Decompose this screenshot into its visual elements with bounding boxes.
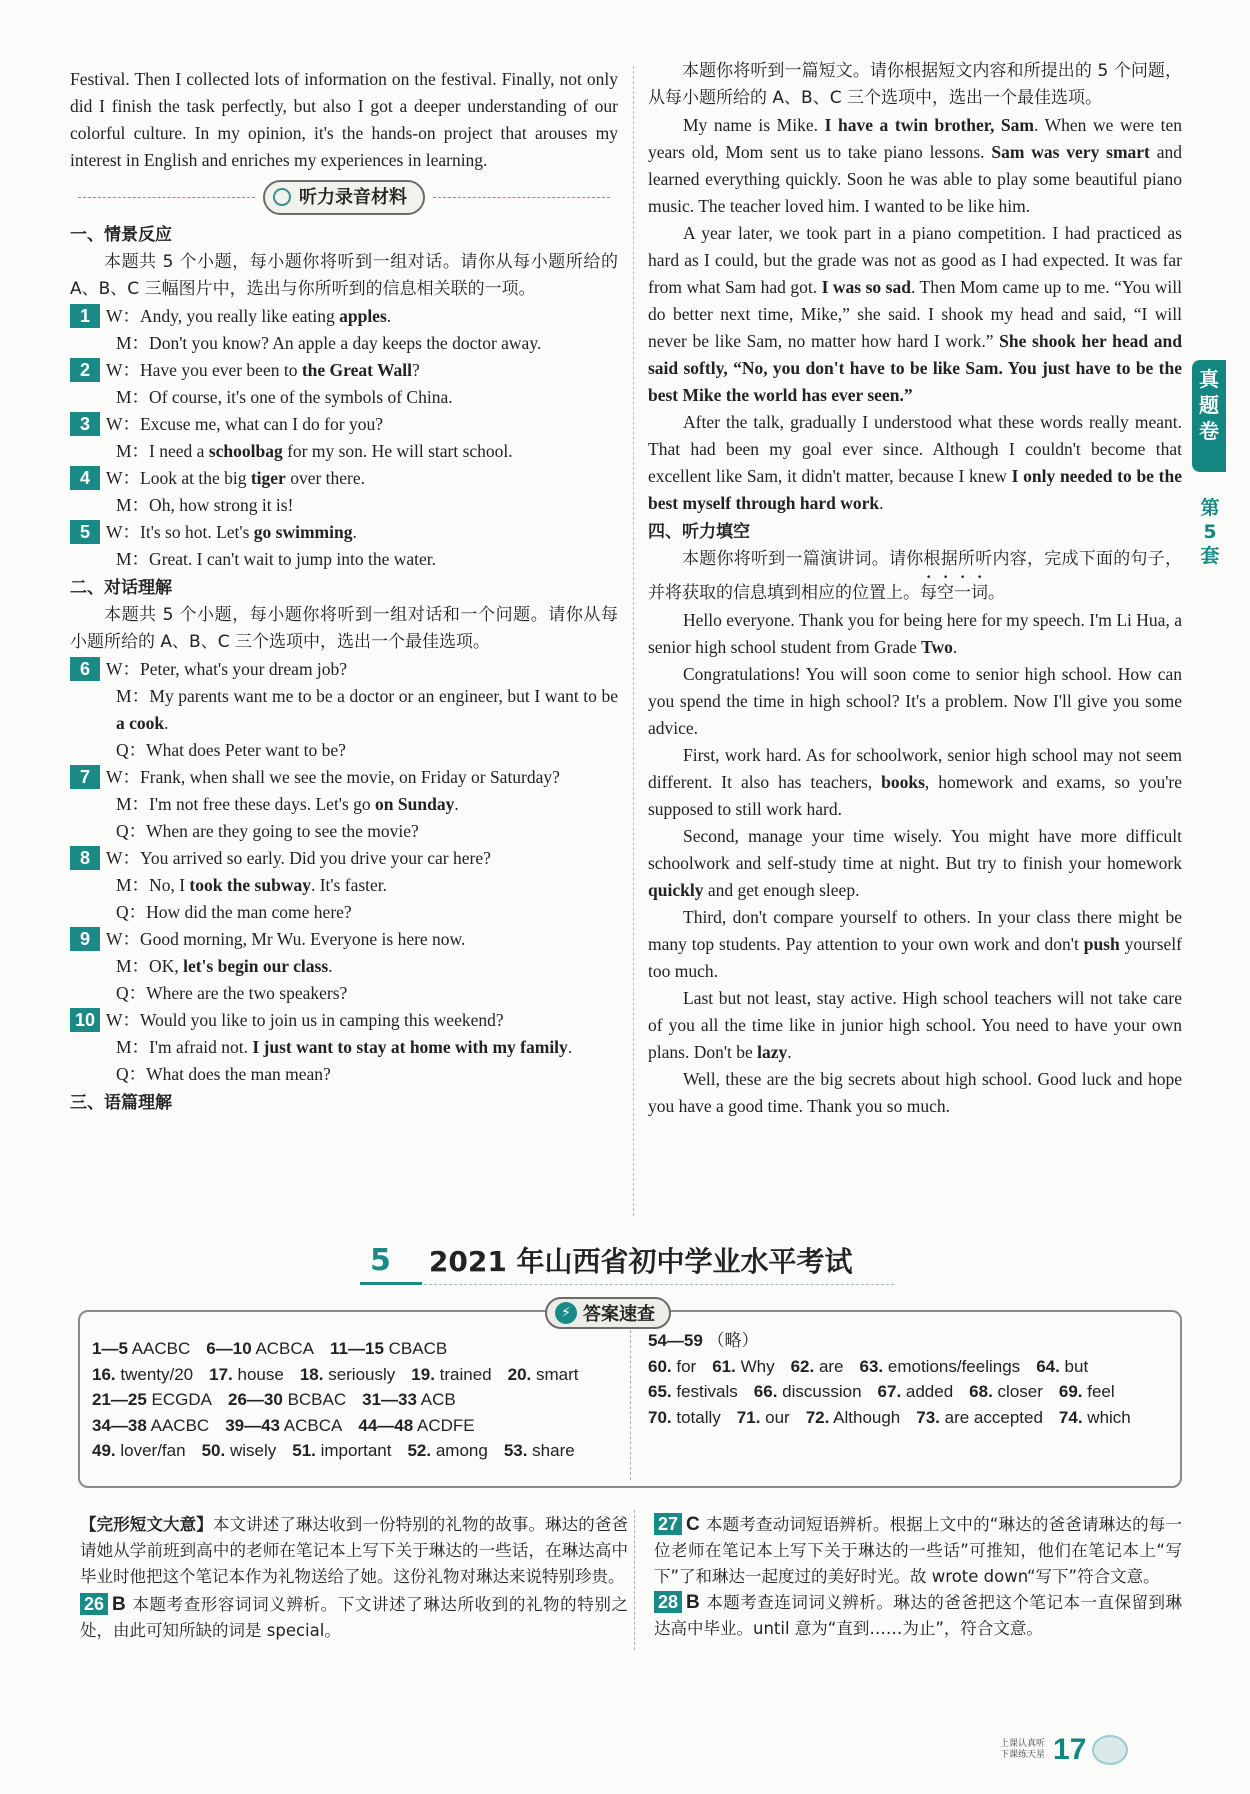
answer-item	[358, 1413, 474, 1439]
dialogue-question: Q：Where are the two speakers?	[116, 983, 348, 1003]
left-column	[70, 66, 618, 1117]
answer-value: emotions/feelings	[883, 1356, 1021, 1376]
answer-number: 53.	[503, 1441, 528, 1460]
answer-item	[1036, 1354, 1088, 1380]
speech-paragraph-5: Third, don't compare yourself to others. In your class there might be many top students. Pay attention to your own work and don't push yourself too much.	[648, 907, 1182, 981]
answer-value: among	[431, 1441, 488, 1460]
answer-number: 17.	[209, 1364, 233, 1384]
question-number: 7	[70, 765, 100, 789]
dialogue-line-m: M：Oh, how strong it is!	[116, 495, 294, 515]
answer-value: festivals	[671, 1382, 738, 1401]
answer-letter: C	[686, 1514, 700, 1535]
answer-row	[92, 1362, 612, 1388]
answer-value: totally	[671, 1407, 721, 1427]
answer-item	[411, 1362, 491, 1388]
speech-paragraph-7: Well, these are the big secrets about high school. Good luck and hope you have a good time. Thank you so much.	[648, 1069, 1182, 1116]
answer-number: 61.	[712, 1356, 736, 1376]
answer-number: 54—59	[648, 1331, 703, 1350]
listening-banner	[70, 180, 618, 214]
answer-row	[648, 1405, 1178, 1431]
answer-number: 16.	[92, 1364, 116, 1384]
dialogue-7	[70, 764, 618, 791]
answer-value: ACBCA	[251, 1339, 315, 1358]
answer-number: 26—30	[228, 1390, 283, 1409]
answer-value: wisely	[225, 1441, 277, 1460]
answer-item	[228, 1387, 346, 1413]
dialogue-line-w: W：Andy, you really like eating apples.	[106, 306, 392, 326]
dialogue-line-w: W：Excuse me, what can I do for you?	[106, 414, 383, 434]
answer-number: 49.	[92, 1441, 116, 1460]
dialogue-question: Q：When are they going to see the movie?	[116, 821, 419, 841]
section-4-title: 四、听力填空	[648, 522, 750, 542]
question-number: 8	[70, 846, 100, 870]
answer-item	[648, 1379, 738, 1405]
answer-value: closer	[992, 1382, 1043, 1401]
answer-row	[648, 1354, 1178, 1380]
passage-paragraph-3: After the talk, gradually I understood what these words really meant. That had been my goal ever since. Although I couldn't become that excellent like Sam, it didn't matter, because I knew I only needed to be the best myself through hard work.	[648, 412, 1182, 513]
explanation-text: 本题考查形容词词义辨析。下文讲述了琳达所收到的礼物的特别之处，由此可知所缺的词是 special。	[80, 1595, 628, 1640]
answer-number: 68.	[969, 1382, 993, 1401]
question-number: 6	[70, 657, 100, 681]
answer-value: Although	[829, 1407, 901, 1427]
answer-number: 31—33	[362, 1390, 417, 1409]
answer-value: twenty/20	[115, 1364, 194, 1384]
explanation-divider	[634, 1510, 635, 1650]
dialogue-8	[70, 845, 618, 872]
section-3-instructions: 本题你将听到一篇短文。请你根据短文内容和所提出的 5 个问题，从每小题所给的 A、B、C 三个选项中，选出一个最佳选项。	[648, 61, 1182, 108]
speech-paragraph-6: Last but not least, stay active. High school teachers will not take care of you all the time like in junior high school. You need to have your own plans. Don't be lazy.	[648, 988, 1182, 1062]
explanations-left	[80, 1512, 628, 1644]
answer-label: 答案速查	[583, 1304, 655, 1325]
answer-number: 11—15	[330, 1339, 384, 1358]
answer-item	[92, 1413, 209, 1439]
answer-item	[969, 1379, 1043, 1405]
answer-number: 71.	[736, 1407, 761, 1427]
answer-value: ACBCA	[280, 1415, 343, 1435]
answer-number: 60.	[648, 1356, 672, 1376]
answer-row	[648, 1328, 1178, 1354]
answers-left	[92, 1336, 612, 1464]
answer-number: 69.	[1058, 1382, 1083, 1401]
dialogue-question: Q：How did the man come here?	[116, 902, 352, 922]
answer-value: lover/fan	[115, 1441, 186, 1460]
speech-paragraph-2: Congratulations! You will soon come to senior high school. How can you spend the time in high school? It's a problem. Now I'll give you some advice.	[648, 664, 1182, 738]
dialogue-line-m: M：I need a schoolbag for my son. He will start school.	[116, 441, 513, 461]
dialogue-question: Q：What does the man mean?	[116, 1064, 331, 1084]
explanation-text: 本题考查动词短语辨析。根据上文中的“琳达的爸爸请琳达的每一位老师在笔记本上写下关于琳达的一些话”可推知，他们在笔记本上“写下”了和琳达一起度过的美好时光。故 wrote down“写下”符合文意。	[654, 1515, 1182, 1586]
answer-number: 74.	[1058, 1407, 1083, 1427]
answer-value: seriously	[323, 1364, 396, 1384]
answer-value: important	[315, 1441, 392, 1460]
dialogue-5	[70, 519, 618, 546]
summary	[80, 1512, 628, 1590]
side-tab	[1192, 360, 1226, 472]
answer-item	[878, 1379, 954, 1405]
explanation-27	[654, 1512, 1182, 1590]
answer-item	[300, 1362, 395, 1388]
answer-number: 39—43	[225, 1415, 281, 1435]
exam-number-underline	[360, 1282, 422, 1285]
answer-number: 18.	[299, 1364, 324, 1384]
headphone-icon	[273, 188, 291, 206]
answer-item	[209, 1362, 284, 1388]
banner-line-left	[78, 197, 255, 198]
answer-value: added	[901, 1382, 954, 1401]
page-number: 17	[1053, 1733, 1087, 1766]
answer-letter: B	[686, 1592, 700, 1613]
dialogue-10	[70, 1007, 618, 1034]
answer-item	[362, 1387, 456, 1413]
dialogue-line-m: M：No, I took the subway. It's faster.	[116, 875, 388, 895]
exam-title-text: 2021 年山西省初中学业水平考试	[428, 1245, 853, 1278]
answer-row	[92, 1413, 612, 1439]
question-number: 5	[70, 520, 100, 544]
answer-item	[92, 1387, 212, 1413]
section-2-instructions: 本题共 5 个小题，每小题你将听到一组对话和一个问题。请你从每小题所给的 A、B、C 三个选项中，选出一个最佳选项。	[70, 605, 618, 652]
answer-number: 65.	[648, 1382, 672, 1401]
question-number: 9	[70, 927, 100, 951]
right-column	[648, 58, 1182, 1120]
answer-item	[754, 1379, 862, 1405]
answer-value: trained	[434, 1364, 492, 1384]
answer-item	[92, 1438, 186, 1464]
dialogue-6	[70, 656, 618, 683]
answer-number: 19.	[411, 1364, 435, 1384]
dialogue-line-m: M：Don't you know? An apple a day keeps the doctor away.	[116, 333, 542, 353]
side-tab-set-label: 第5套	[1200, 497, 1220, 567]
answer-value: （略）	[702, 1331, 759, 1350]
dialogue-line-m: M：I'm not free these days. Let's go on Sunday.	[116, 794, 459, 814]
answer-row	[92, 1336, 612, 1362]
answer-number: 63.	[859, 1356, 884, 1376]
answer-letter: B	[112, 1594, 126, 1615]
section-1-title: 一、情景反应	[70, 225, 172, 245]
answer-number: 20.	[507, 1364, 532, 1384]
answer-item	[225, 1413, 342, 1439]
dialogue-line-w: W：It's so hot. Let's go swimming.	[106, 522, 357, 542]
answer-item	[791, 1354, 844, 1380]
side-tab-set	[1196, 496, 1224, 568]
answer-value: ACDFE	[413, 1415, 475, 1435]
answer-item	[330, 1336, 447, 1362]
mascot-icon	[1092, 1735, 1128, 1765]
answer-row	[648, 1379, 1178, 1405]
answer-number: 44—48	[358, 1415, 414, 1435]
answer-item	[202, 1438, 277, 1464]
dialogue-line-w: W：You arrived so early. Did you drive your car here?	[106, 848, 491, 868]
dialogue-line-m: M：OK, let's begin our class.	[116, 956, 333, 976]
footer-logo	[1000, 1730, 1180, 1770]
dialogue-3	[70, 411, 618, 438]
explanations-right	[654, 1512, 1182, 1642]
dialogue-line-m: M：My parents want me to be a doctor or an engineer, but I want to be a cook.	[116, 686, 618, 733]
dialogue-line-w: W：Peter, what's your dream job?	[106, 659, 348, 679]
section-4-instructions: 本题你将听到一篇演讲词。请你根据所听内容，完成下面的句子，并将获取的信息填到相应的位置上。每空一词。	[648, 549, 1182, 603]
answer-row	[92, 1438, 612, 1464]
answer-number: 52.	[407, 1441, 432, 1460]
exam-number: 5	[370, 1242, 391, 1278]
intro-paragraph: Festival. Then I collected lots of information on the festival. Finally, not only did I finish the task perfectly, but also I got a deeper understanding of our colorful culture. In my opinion, it's the hands-on project that arouses my interest in English and enriches my experiences in learning.	[70, 69, 618, 170]
answer-value: CBACB	[383, 1339, 448, 1358]
question-number: 10	[70, 1008, 100, 1032]
answer-item	[806, 1405, 901, 1431]
answer-item	[648, 1328, 759, 1354]
answer-value: but	[1059, 1356, 1089, 1376]
answer-value: AACBC	[127, 1339, 191, 1358]
answer-number: 73.	[916, 1407, 940, 1427]
answer-number: 34—38	[92, 1415, 147, 1435]
answer-number: 6—10	[206, 1339, 252, 1358]
answer-item	[407, 1438, 487, 1464]
dialogue-line-w: W：Frank, when shall we see the movie, on Friday or Saturday?	[106, 767, 560, 787]
lightning-icon: ⚡	[555, 1302, 577, 1324]
answer-value: BCBAC	[282, 1390, 347, 1409]
answer-item	[508, 1362, 579, 1388]
answer-label-pill	[545, 1297, 671, 1329]
explanation-text: 本题考查连词词义辨析。琳达的爸爸把这个笔记本一直保留到琳达高中毕业。until 意为“直到……为止”，符合文意。	[654, 1593, 1182, 1638]
explanation-26	[80, 1592, 628, 1644]
answer-number: 66.	[753, 1382, 778, 1401]
side-tab-label: 真题卷	[1199, 367, 1219, 443]
answer-item	[737, 1405, 790, 1431]
answer-value: ECGDA	[146, 1390, 213, 1409]
answer-value: which	[1082, 1407, 1131, 1427]
passage-paragraph-2: A year later, we took part in a piano competition. I had practiced as hard as I could, but the grade was not as good as I had expected. It was far from what Sam had got. I was so sad. Then Mom came up to me. “You will do better next time, Mike,” she said. I shook my head and said, “I will never be like Sam, no matter how hard I work.” She shook her head and said softly, “No, you don't have to be like Sam. You just have to be the best Mike the world has ever seen.”	[648, 223, 1182, 405]
answers-right	[648, 1328, 1178, 1430]
answer-item	[648, 1354, 696, 1380]
dialogue-line-w: W：Good morning, Mr Wu. Everyone is here now.	[106, 929, 466, 949]
answer-value: ACB	[416, 1390, 456, 1409]
answer-number: 64.	[1036, 1356, 1060, 1376]
answer-value: for	[671, 1356, 697, 1376]
banner-label: 听力录音材料	[299, 186, 407, 208]
answer-number: 70.	[648, 1407, 672, 1427]
dialogue-4	[70, 465, 618, 492]
summary-label: 【完形短文大意】	[80, 1515, 213, 1534]
answer-item	[92, 1362, 193, 1388]
banner-pill	[263, 180, 425, 215]
answer-number: 72.	[805, 1407, 830, 1427]
answer-item	[712, 1354, 774, 1380]
question-number: 26	[80, 1593, 108, 1615]
answer-number: 50.	[201, 1441, 226, 1460]
passage-paragraph-1: My name is Mike. I have a twin brother, Sam. When we were ten years old, Mom sent us to take piano lessons. Sam was very smart and learned everything quickly. Soon he was able to play some beautiful piano music. The teacher loved him. I wanted to be like him.	[648, 115, 1182, 216]
dialogue-line-m: M：Of course, it's one of the symbols of China.	[116, 387, 453, 407]
question-number: 4	[70, 466, 100, 490]
answer-divider	[630, 1330, 631, 1480]
exam-title	[370, 1240, 853, 1280]
answer-value: are	[814, 1356, 844, 1376]
speech-paragraph-3: First, work hard. As for schoolwork, senior high school may not seem different. It also has teachers, books, homework and exams, so you're supposed to still work hard.	[648, 745, 1182, 819]
answer-value: discussion	[777, 1382, 862, 1401]
section-2-title: 二、对话理解	[70, 578, 172, 598]
dialogue-line-m: M：Great. I can't wait to jump into the water.	[116, 549, 437, 569]
dialogue-2	[70, 357, 618, 384]
section-3-title: 三、语篇理解	[70, 1093, 172, 1113]
answer-number: 51.	[292, 1441, 316, 1460]
dialogue-line-w: W：Would you like to join us in camping this weekend?	[106, 1010, 504, 1030]
answer-row	[92, 1387, 612, 1413]
answer-value: our	[760, 1407, 790, 1427]
answer-item	[1059, 1379, 1115, 1405]
dialogue-question: Q：What does Peter want to be?	[116, 740, 346, 760]
answer-value: feel	[1082, 1382, 1115, 1401]
question-number: 27	[654, 1513, 682, 1535]
banner-line-right	[433, 197, 610, 198]
answer-item	[206, 1336, 314, 1362]
explanation-28	[654, 1590, 1182, 1642]
answer-value: smart	[531, 1364, 579, 1384]
exam-title-rule	[424, 1284, 894, 1285]
question-number: 28	[654, 1591, 682, 1613]
answer-value: Why	[735, 1356, 775, 1376]
dialogue-1	[70, 303, 618, 330]
answer-number: 67.	[877, 1382, 902, 1401]
answer-item	[916, 1405, 1043, 1431]
question-number: 3	[70, 412, 100, 436]
answer-number: 21—25	[92, 1390, 147, 1409]
answer-value: are accepted	[939, 1407, 1043, 1427]
summary-text: 本文讲述了琳达收到一份特别的礼物的故事。琳达的爸爸请她从学前班到高中的老师在笔记本上写下关于琳达的一些话，在琳达高中毕业时他把这个笔记本作为礼物送给了她。这份礼物对琳达来说特别珍贵。	[80, 1515, 628, 1586]
answer-number: 62.	[790, 1356, 815, 1376]
answer-item	[292, 1438, 391, 1464]
answer-item	[504, 1438, 575, 1464]
question-number: 2	[70, 358, 100, 382]
question-number: 1	[70, 304, 100, 328]
speech-paragraph-4: Second, manage your time wisely. You might have more difficult schoolwork and self-study time at night. But try to finish your homework quickly and get enough sleep.	[648, 826, 1182, 900]
answer-item	[92, 1336, 190, 1362]
answer-number: 1—5	[92, 1339, 128, 1358]
dialogue-line-w: W：Have you ever been to the Great Wall?	[106, 360, 420, 380]
speech-paragraph-1: Hello everyone. Thank you for being here for my speech. I'm Li Hua, a senior high school student from Grade Two.	[648, 610, 1182, 657]
answer-value: house	[232, 1364, 284, 1384]
answer-item	[860, 1354, 1021, 1380]
answer-value: AACBC	[146, 1415, 210, 1435]
dialogue-line-w: W：Look at the big tiger over there.	[106, 468, 366, 488]
column-divider	[633, 66, 634, 1216]
dialogue-9	[70, 926, 618, 953]
footer-slogan: 上课认真听 下课练天星	[1000, 1739, 1046, 1760]
dialogue-line-m: M：I'm afraid not. I just want to stay at home with my family.	[116, 1037, 573, 1057]
answer-value: share	[527, 1441, 575, 1460]
answer-item	[1059, 1405, 1131, 1431]
section-1-instructions: 本题共 5 个小题，每小题你将听到一组对话。请你从每小题所给的 A、B、C 三幅图片中，选出与你所听到的信息相关联的一项。	[70, 252, 618, 299]
answer-item	[648, 1405, 721, 1431]
